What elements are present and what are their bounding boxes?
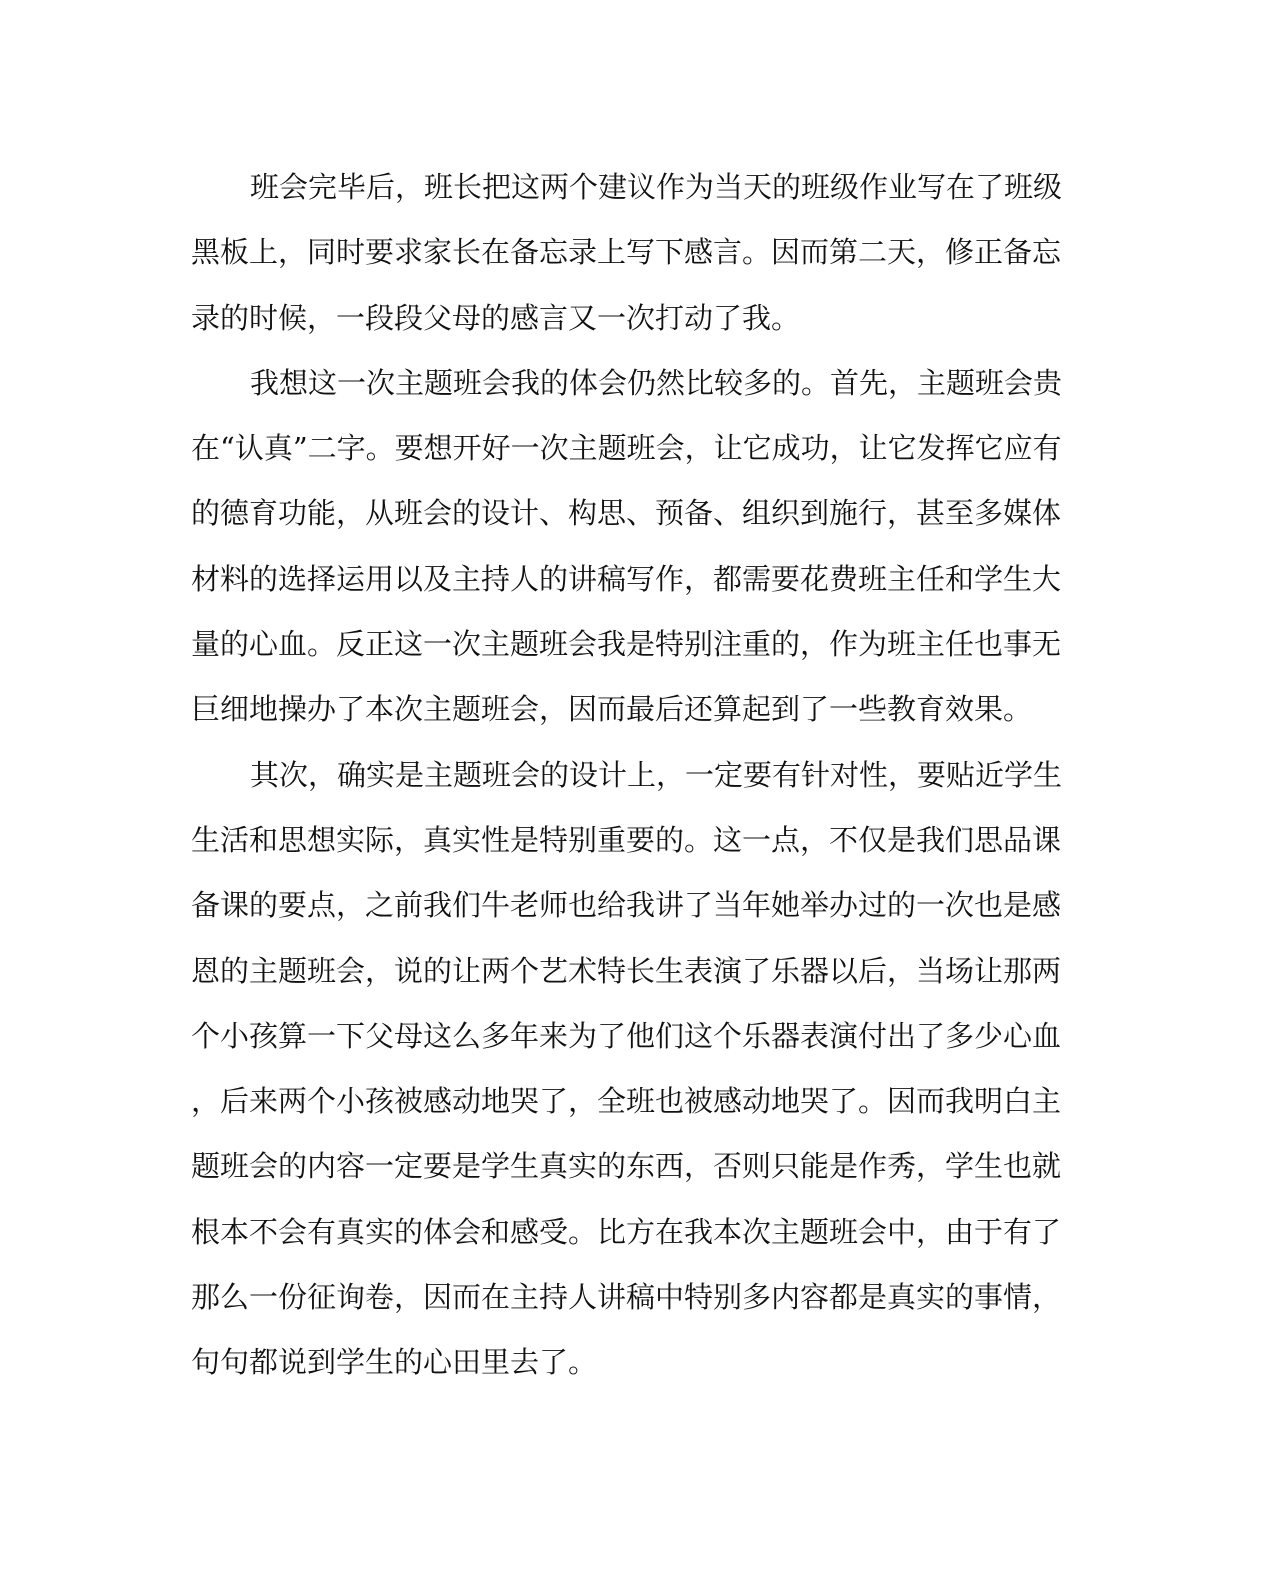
paragraph-2-line-3: 的德育功能，从班会的设计、构思、预备、组织到施行，甚至多媒体	[191, 496, 1062, 531]
paragraph-3-line-9: 那么一份征询卷，因而在主持人讲稿中特别多内容都是真实的事情，	[191, 1280, 1062, 1315]
paragraph-2-line-2: 在“认真”二字。要想开好一次主题班会，让它成功，让它发挥它应有	[191, 431, 1062, 466]
body-text	[191, 162, 1071, 1403]
paragraph-3-line-10: 句句都说到学生的心田里去了。	[191, 1345, 598, 1380]
paragraph-3-line-2: 生活和思想实际，真实性是特别重要的。这一点，不仅是我们思品课	[191, 822, 1062, 857]
paragraph-2-line-4: 材料的选择运用以及主持人的讲稿写作，都需要花费班主任和学生大	[191, 561, 1062, 596]
paragraph-2-line-6: 巨细地操办了本次主题班会，因而最后还算起到了一些教育效果。	[191, 692, 1033, 727]
paragraph-3-line-8: 根本不会有真实的体会和感受。比方在我本次主题班会中，由于有了	[191, 1214, 1062, 1249]
paragraph-3-line-3: 备课的要点，之前我们牛老师也给我讲了当年她举办过的一次也是感	[191, 888, 1062, 923]
paragraph-3-line-6: ，后来两个小孩被感动地哭了，全班也被感动地哭了。因而我明白主	[191, 1084, 1062, 1119]
paragraph-3-line-1: 其次，确实是主题班会的设计上，一定要有针对性，要贴近学生	[250, 757, 1063, 792]
paragraph-2-line-1: 我想这一次主题班会我的体会仍然比较多的。首先，主题班会贵	[250, 365, 1063, 400]
paragraph-1-line-3: 录的时候，一段段父母的感言又一次打动了我。	[191, 300, 801, 335]
paragraph-3-line-5: 个小孩算一下父母这么多年来为了他们这个乐器表演付出了多少心血	[191, 1018, 1062, 1053]
paragraph-1-line-1: 班会完毕后，班长把这两个建议作为当天的班级作业写在了班级	[250, 170, 1063, 204]
paragraph-3-line-7: 题班会的内容一定要是学生真实的东西，否则只能是作秀，学生也就	[191, 1149, 1062, 1184]
paragraph-3-line-4: 恩的主题班会，说的让两个艺术特长生表演了乐器以后，当场让那两	[191, 953, 1062, 988]
paragraph-1-line-2: 黑板上，同时要求家长在备忘录上写下感言。因而第二天，修正备忘	[191, 235, 1062, 270]
paragraph-2-line-5: 量的心血。反正这一次主题班会我是特别注重的，作为班主任也事无	[191, 627, 1062, 662]
